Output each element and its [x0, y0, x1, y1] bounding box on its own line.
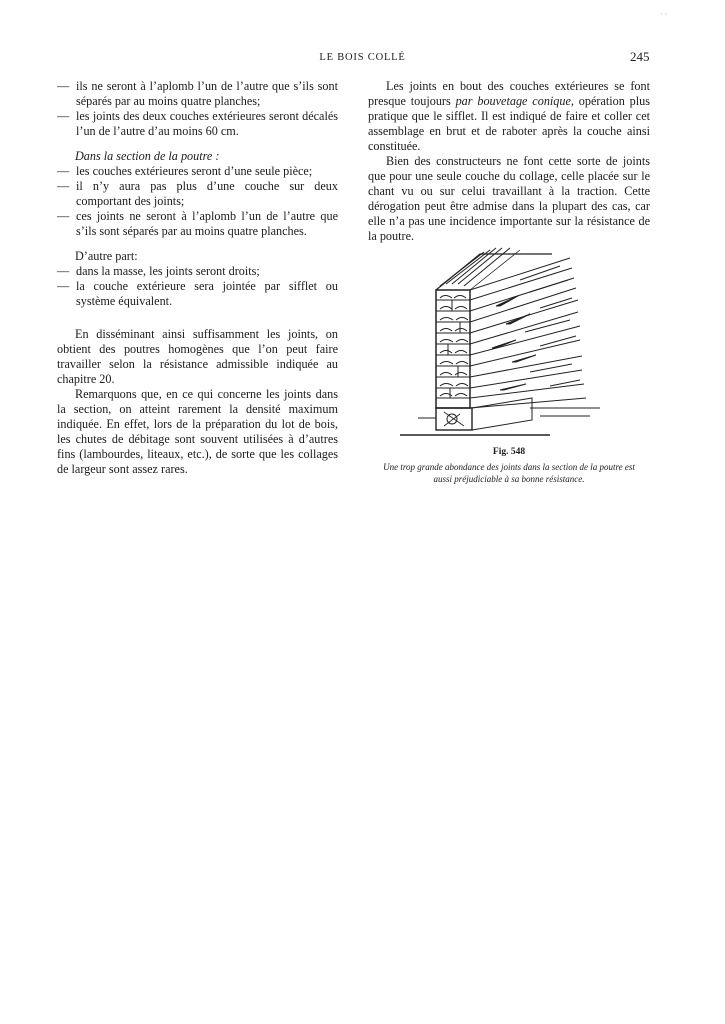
page-number: 245 — [630, 49, 650, 64]
scan-speck: · · — [660, 10, 668, 19]
figure-label: Fig. 548 — [492, 447, 526, 457]
list-dash: — — [57, 179, 70, 193]
glued-beam-illustration — [400, 240, 630, 445]
paragraph — [368, 79, 650, 154]
list-item-text: les joints des deux couches extérieures seront décalés l’un de l’autre d’au moins 60 cm. — [76, 109, 338, 138]
list-item — [57, 264, 338, 279]
figure-caption: Une trop grande abondance des joints dans la section de la poutre est aussi préjudiciable à sa bonne résistance. — [383, 462, 635, 484]
section-heading: Dans la section de la poutre : — [75, 149, 220, 163]
list-item-text: ils ne seront à l’aplomb l’un de l’autre que s’ils sont séparés par au moins quatre planches; — [76, 79, 338, 108]
requirements-list-1 — [57, 79, 338, 139]
list-item-text: les couches extérieures seront d’une seule pièce; — [76, 164, 313, 178]
other-heading: D’autre part: — [75, 249, 138, 263]
left-column — [57, 79, 338, 477]
list-item — [57, 109, 338, 139]
running-header: LE BOIS COLLÉ — [319, 52, 406, 63]
list-item — [57, 279, 338, 309]
emphasis-text: par bouvetage conique — [455, 94, 571, 108]
requirements-list-2 — [57, 164, 338, 239]
paragraph: Bien des constructeurs ne font cette sorte de joints que pour une seule couche du collage, celle placée sur le chant vu ou sur celui travaillant à la traction. Cette dérogation peut être admise dans la plupart des cas, car elle n’a pas une incidence importante sur la résistance de la poutre. — [368, 154, 650, 243]
list-item — [57, 209, 338, 239]
list-dash: — — [57, 109, 70, 123]
paragraph-text: Les joints en bout des couches extérieures se font presque toujours — [368, 79, 650, 108]
paragraph: Remarquons que, en ce qui concerne les joints dans la section, on atteint rarement la densité maximum indiquée. En effet, lors de la préparation du lot de bois, les chutes de débitage sont souvent utilisées à d’autres fins (lambourdes, liteaux, etc.), de sorte que les collages de largeur sont assez rares. — [57, 387, 338, 476]
list-item — [57, 164, 338, 179]
list-item — [57, 79, 338, 109]
paragraph: En disséminant ainsi suffisamment les joints, on obtient des poutres homogènes que l’on peut faire travailler selon la résistance admissible indiquée au chapitre 20. — [57, 327, 338, 386]
list-item-text: la couche extérieure sera jointée par sifflet ou système équivalent. — [76, 279, 338, 308]
list-dash: — — [57, 164, 70, 178]
list-item — [57, 179, 338, 209]
list-dash: — — [57, 209, 70, 223]
right-column — [368, 79, 650, 244]
list-item-text: dans la masse, les joints seront droits; — [76, 264, 260, 278]
list-item-text: il n’y aura pas plus d’une couche sur deux comportant des joints; — [76, 179, 338, 208]
list-dash: — — [57, 79, 70, 93]
list-dash: — — [57, 279, 70, 293]
list-item-text: ces joints ne seront à l’aplomb l’un de l’autre que s’ils sont séparés par au moins quatre planches. — [76, 209, 338, 238]
paragraph-text: , opération plus pratique que le sifflet. Il est indiqué de faire et coller cet assemblage en brut et de raboter après la couche ainsi constituée. — [368, 94, 650, 153]
requirements-list-3 — [57, 264, 338, 309]
list-dash: — — [57, 264, 70, 278]
